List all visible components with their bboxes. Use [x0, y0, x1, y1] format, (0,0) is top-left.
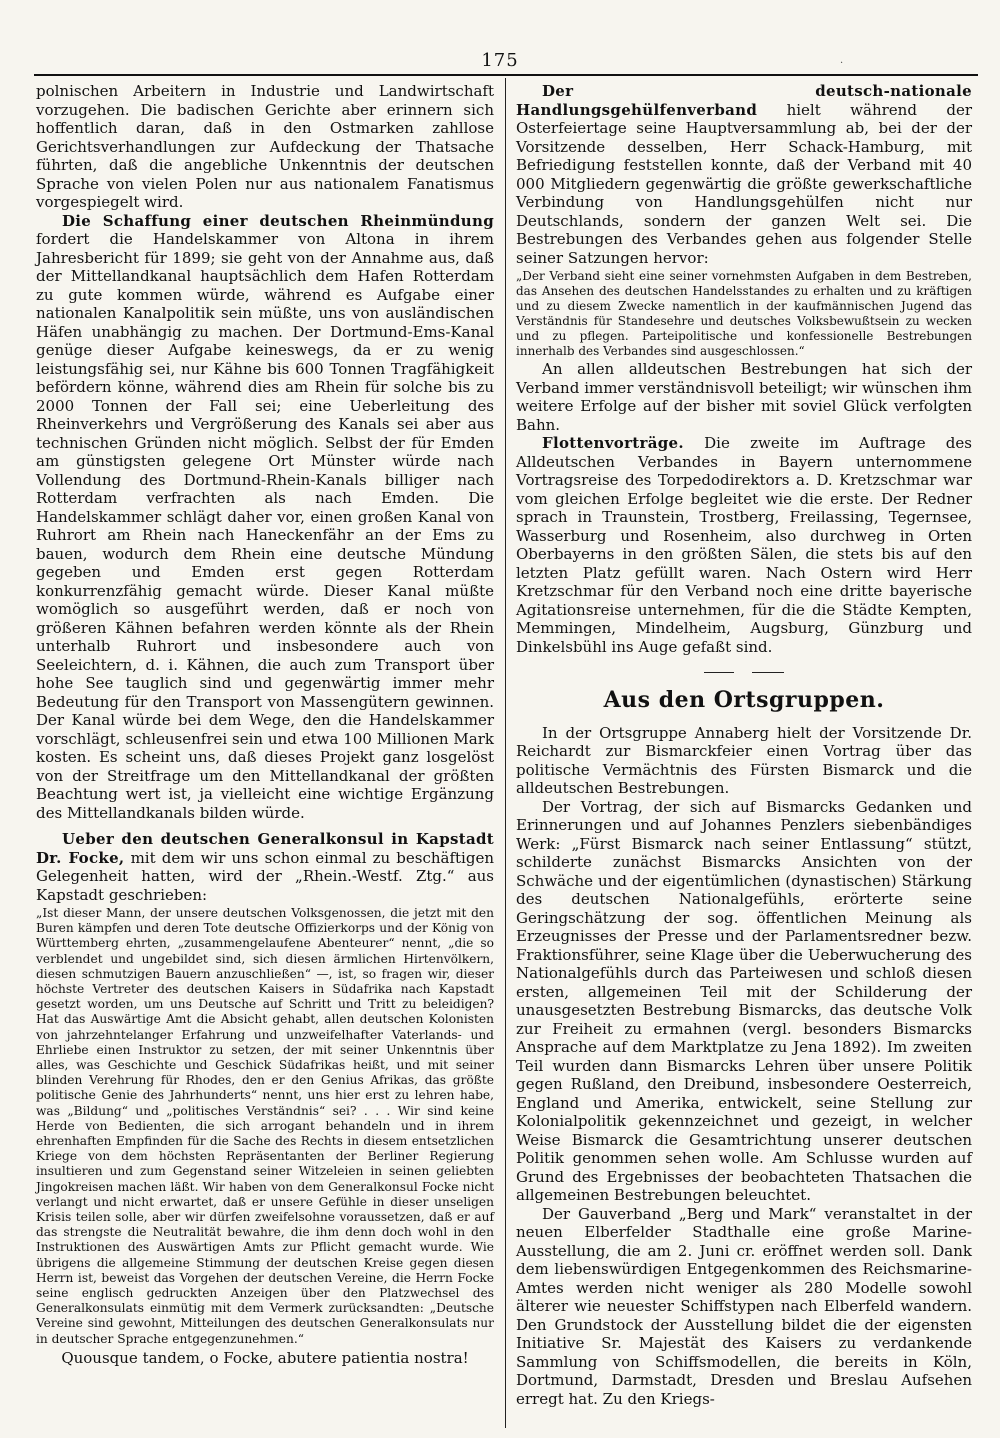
article-consul-focke — [36, 830, 494, 904]
article-handlungsgehuelfen-lead: Der deutsch-nationale Handlungsgehülfenverband — [516, 82, 972, 119]
article-handlungsgehuelfen-body: hielt während der Osterfeiertage seine Hauptversammlung ab, bei der der Vorsitzende desselben, Herr Schack-Hamburg, mit Befriedigung feststellen konnte, daß der Verband mit 40 000 Mitgliedern gegenwärtig die größte gewerkschaftliche Verbindung von Handlungsgehülfen nicht nur Deutschlands, sondern der ganzen Welt sei. Die Bestrebungen des Verbandes gehen aus folgender Stelle seiner Satzungen hervor: — [516, 100, 972, 267]
article-flottenvortraege-body: Die zweite im Auftrage des Alldeutschen Verbandes in Bayern unternommene Vortragsreise des Torpedodirektors a. D. Kretzschmar war vom gleichen Erfolge begleitet wie die erste. Der Redner sprach in Traunstein, Trostberg, Freilassing, Tegernsee, Wasserburg und Rosenheim, also durchweg in Orten Oberbayerns in den größten Sälen, die stets bis auf den letzten Platz gefüllt waren. Nach Ostern wird Herr Kretzschmar für den Verband noch eine dritte bayerische Agitationsreise unternehmen, für die die Städte Kempten, Memmingen, Mindelheim, Augsburg, Günzburg und Dinkelsbühl ins Auge gefaßt sind. — [516, 434, 972, 656]
article-rhine-mouth — [36, 212, 494, 823]
closing-latin-line: Quousque tandem, o Focke, abutere patientia nostra! — [61, 1348, 469, 1367]
article-rhine-mouth-body: fordert die Handelskammer von Altona in ihrem Jahresbericht für 1899; sie geht von der Annahme aus, daß der Mittellandkanal hauptsächlich dem Hafen Rotterdam zu gute kommen würde, während es Aufgabe einer nationalen Kanalpolitik sein müßte, uns von ausländischen Häfen unabhängig zu machen. Der Dortmund-Ems-Kanal genüge dieser Aufgabe keineswegs, da er zu wenig leistungsfähig sei, nur Kähne bis 600 Tonnen Tragfähigkeit befördern könne, während dies am Rhein für solche bis zu 2000 Tonnen der Fall sei; eine Ueberleitung des Rheinverkehrs und Vergrößerung des Kanals sei aber aus technischen Gründen nicht möglich. Selbst der für Emden am günstigsten gelegene Ort Münster würde nach Vollendung des Dortmund-Rhein-Kanals billiger nach Rotterdam verfrachten als nach Emden. Die Handelskammer schlägt daher vor, einen großen Kanal von Ruhrort am Rhein nach Haneckenfähr an der Ems zu bauen, wodurch dem Rhein eine deutsche Mündung gegeben und Emden erst gegen Rotterdam konkurrenzfähig gemacht würde. Dieser Kanal müßte womöglich so ausgeführt werden, daß er noch von größeren Kähnen befahren werden könnte als der Rhein unterhalb Ruhrort und insbesondere auch von Seeleichtern, d. i. Kähnen, die auch zum Transport über hohe See tauglich sind und gegenwärtig immer mehr Bedeutung für den Transport von Massengütern gewinnen. Der Kanal würde bei dem Wege, den die Handelskammer vorschlägt, schleusenfrei sein und etwa 100 Millionen Mark kosten. Es scheint uns, daß dieses Projekt ganz losgelöst von der Streitfrage um den Mittellandkanal der größten Beachtung wert ist, ja vielleicht eine wichtige Ergänzung des Mittellandkanals bilden würde. — [36, 230, 494, 822]
column-divider — [505, 78, 506, 1428]
report-annaberg: In der Ortsgruppe Annaberg hielt der Vorsitzende Dr. Reichardt zur Bismarckfeier einen Vortrag über das politische Vermächtnis des Fürsten Bismarck und die alldeutschen Bestrebungen. — [516, 723, 972, 798]
article-consul-focke-body: mit dem wir uns schon einmal zu beschäftigen Gelegenheit hatten, wird der „Rhein.-Westf. Ztg.“ aus Kapstadt geschrieben: — [36, 848, 494, 904]
section-heading-ortsgruppen: Aus den Ortsgruppen. — [603, 687, 885, 714]
report-lecture-summary: Der Vortrag, der sich auf Bismarcks Gedanken und Erinnerungen und auf Johannes Penzlers siebenbändiges Werk: „Fürst Bismarck nach seiner Entlassung“ stützt, schilderte zunächst Bismarcks Ansichten von der Schwäche und der eigentümlichen (dynastischen) Stärkung des deutschen Nationalgefühls, erörterte seine Geringschätzung der sog. öffentlichen Meinung als Erzeugnisses der Presse und der Parlamentsredner bezw. Fraktionsführer, seine Klage über die Ueberwucherung des Nationalgefühls durch das Parteiwesen und schloß diesen ersten, allgemeinen Teil mit der Schilderung der unausgesetzten Bestrebung Bismarcks, das deutsche Volk zur Freiheit zu ermahnen (vergl. besonders Bismarcks Ansprache auf dem Marktplatze zu Jena 1892). Im zweiten Teil wurden dann Bismarcks Lehren über unsere Politik gegen Rußland, den Dreibund, insbesondere Oesterreich, England und Amerika, entwickelt, seine Stellung zur Kolonialpolitik gekennzeichnet und gezeigt, in welcher Weise Bismarck die Gesamtrichtung unserer deutschen Politik genommen sehen wolle. Am Schlusse wurden auf Grund des Ergebnisses der beobachteten Thatsachen die allgemeinen Bestrebungen beleuchtet. — [516, 797, 972, 1205]
quote-kapstadt-letter: „Ist dieser Mann, der unsere deutschen Volksgenossen, die jetzt mit den Buren kämpfen und deren Tote deutsche Offizierkorps und der König von Württemberg ehrten, „zusammengelaufene Abenteurer“ nennt, „die so verblendet und ungebildet sind, sich diesen ärmlichen Hirtenvölkern, diesen schmutzigen Bauern anzuschließen“ —, ist, so fragen wir, dieser höchste Vertreter des deutschen Kaisers in Südafrika nach Kapstadt gesetzt worden, um uns Deutsche auf Schritt und Tritt zu beleidigen? Hat das Auswärtige Amt die Absicht gehabt, allen deutschen Kolonisten von jahrzehntelanger Erfahrung und unzweifelhafter Vaterlands- und Ehrliebe einen Instruktor zu setzen, der mit seiner Unkenntnis über alles, was Geschichte und Geschick Südafrikas heißt, und mit seiner blinden Verehrung für Rhodes, den er den Genius Afrikas, das größte politische Genie des Jahrhunderts“ nennt, uns hier erst zu lehren habe, was „Bildung“ und „politisches Verständnis“ sei? . . . Wir sind keine Herde von Bedienten, die sich arrogant behandeln und in ihrem ehrenhaften Empfinden für die Sache des Rechts in diesem entsetzlichen Kriege von dem höchsten Repräsentanten der Berliner Regierung insultieren und zum Gegenstand seiner Witzeleien in seinen geliebten Jingokreisen machen läßt. Wir haben von dem Generalkonsul Focke nicht verlangt und nicht erwartet, daß er unsere Gefühle in dieser unseligen Krisis teilen solle, aber wir dürfen zweifelsohne voraussetzen, daß er auf das strengste die Neutralität bewahre, die ihm denn doch wohl in den Instruktionen des Auswärtigen Amts zur Pflicht gemacht wurde. Wie übrigens die allgemeine Stimmung der deutschen Kreise gegen diesen Herrn ist, beweist das Vorgehen der deutschen Vereine, die Herrn Focke seine englisch gedruckten Anzeigen über den Platzwechsel des Generalkonsulats einmütig mit dem Vermerk zurücksandten: „Deutsche Vereine sind gewohnt, Mitteilungen des deutschen Generalkonsulats nur in deutscher Sprache entgegenzunehmen.“ — [36, 906, 494, 1346]
right-column — [516, 82, 972, 1408]
article-flottenvortraege — [516, 434, 972, 656]
article-polish-workers: polnischen Arbeitern in Industrie und Landwirtschaft vorzugehen. Die badischen Gerichte aber erinnern sich hoffentlich daran, daß in den Ostmarken zahllose Gerichtsverhandlungen zur Aufdeckung der Thatsache führten, daß die angebliche Unkenntnis der deutschen Sprache von vielen Polen nur aus nationalem Fanatismus vorgespiegelt wird. — [36, 82, 494, 211]
article-flottenvortraege-lead: Flottenvorträge. — [542, 434, 684, 453]
report-berg-und-mark: Der Gauverband „Berg und Mark“ veranstaltet in der neuen Elberfelder Stadthalle eine große Marine-Ausstellung, die am 2. Juni cr. eröffnet werden soll. Dank dem liebenswürdigen Entgegenkommen des Reichsmarine-Amtes werden nicht weniger als 280 Modelle sowohl älterer wie neuester Schiffstypen nach Elberfeld wandern. Den Grundstock der Ausstellung bildet die der eigensten Initiative Sr. Majestät des Kaisers zu verdankende Sammlung von Schiffsmodellen, die bereits in Köln, Dortmund, Darmstadt, Dresden und Breslau Aufsehen erregt hat. Zu den Kriegs- — [516, 1204, 972, 1408]
article-handlungsgehuelfen-closing: An allen alldeutschen Bestrebungen hat sich der Verband immer verständnisvoll beteiligt; wir wünschen ihm weitere Erfolge auf der bisher mit soviel Glück verfolgten Bahn. — [516, 360, 972, 434]
article-rhine-mouth-lead: Die Schaffung einer deutschen Rheinmündung — [62, 211, 494, 230]
header-rule — [34, 74, 978, 76]
print-speck: · — [840, 58, 844, 69]
section-separator — [704, 672, 784, 673]
page-number: 175 — [481, 50, 519, 71]
quote-statutes: „Der Verband sieht eine seiner vornehmsten Aufgaben in dem Bestreben, das Ansehen des deutschen Handelsstandes zu erhalten und zu kräftigen und zu diesem Zwecke namentlich in der kaufmännischen Jugend das Verständnis für Standesehre und deutsches Volksbewußtsein zu wecken und zu pflegen. Parteipolitische und konfessionelle Bestrebungen innerhalb des Verbandes sind ausgeschlossen.“ — [516, 269, 972, 358]
article-consul-focke-lead: Ueber den deutschen Generalkonsul in Kapstadt Dr. Focke, — [36, 830, 494, 867]
article-handlungsgehuelfen — [516, 82, 972, 267]
left-column — [36, 82, 494, 1367]
